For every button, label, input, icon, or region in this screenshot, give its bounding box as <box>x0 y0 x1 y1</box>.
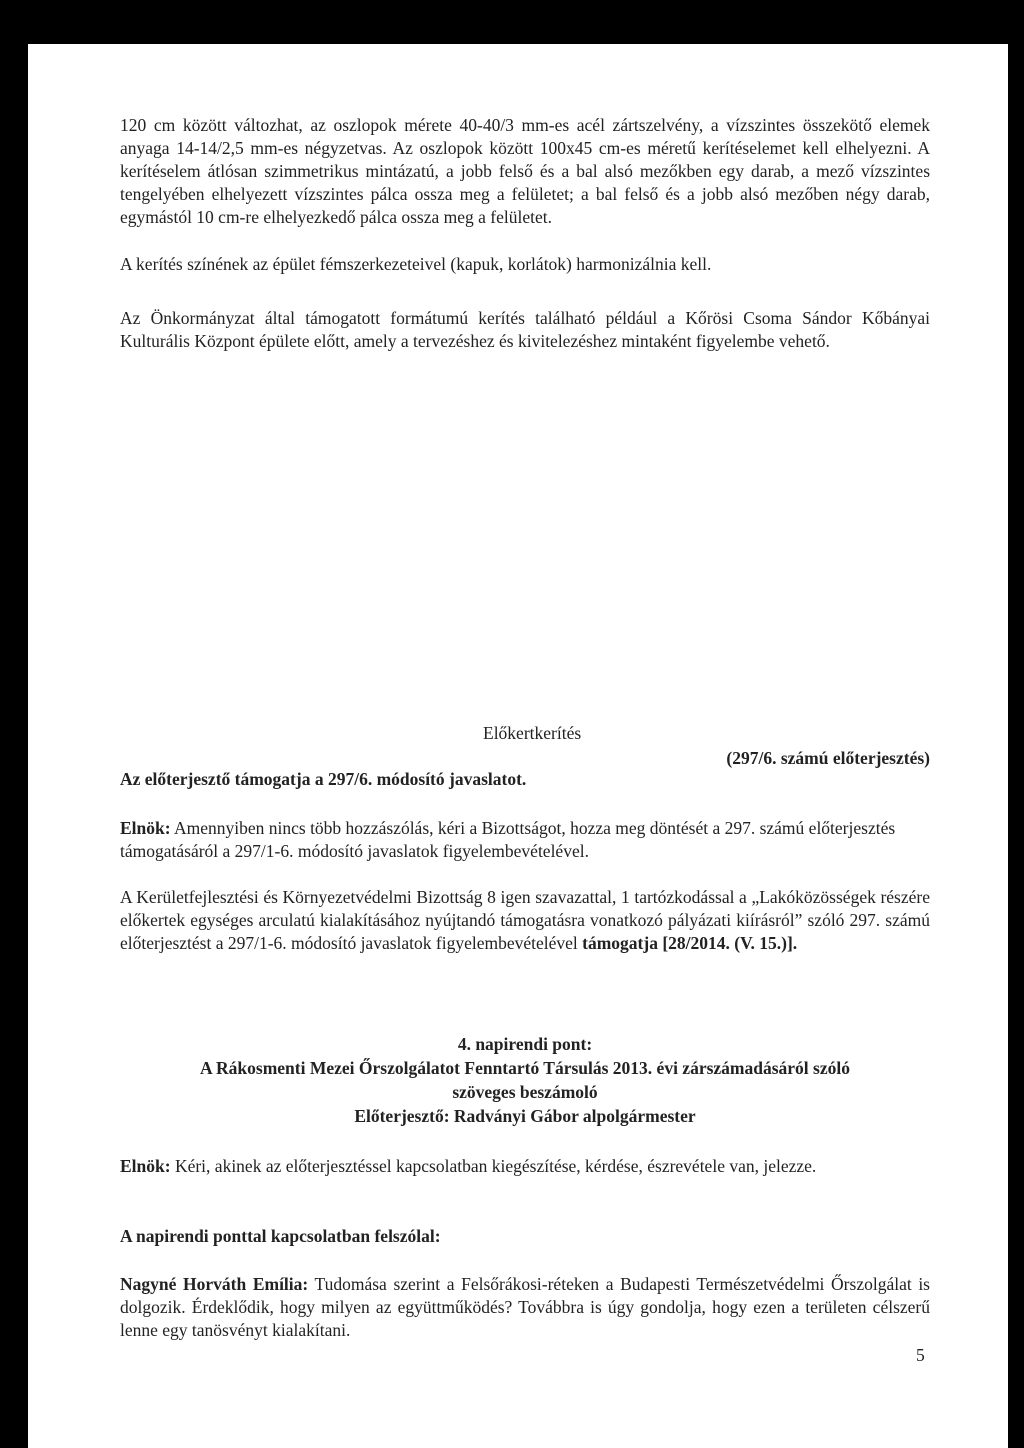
chair-label: Elnök: <box>120 1156 171 1176</box>
agenda-presenter: Előterjesztő: Radványi Gábor alpolgármester <box>354 1106 696 1126</box>
chair-statement-2 <box>120 1155 930 1178</box>
agenda-title-line-2: szöveges beszámoló <box>452 1082 598 1102</box>
support-statement: Az előterjesztő támogatja a 297/6. módosító javaslatot. <box>120 769 527 789</box>
chair-label: Elnök: <box>120 818 171 838</box>
fence-description-paragraph: 120 cm között változhat, az oszlopok mérete 40-40/3 mm-es acél zártszelvény, a vízszintes összekötő elemek anyaga 14-14/2,5 mm-es négyzetvas. Az oszlopok között 100x45 cm-es méretű kerítéselemet kell elhelyezni. A kerítéselem átlósan szimmetrikus mintázatú, a jobb felső és a bal alsó mezőkben egy darab, a mező vízszintes tengelyében elhelyezett vízszintes pálca ossza meg a felületet; a bal felső és a jobb alsó mezőben négy darab, egymástól 10 cm-re elhelyezkedő pálca ossza meg a felületet. <box>120 115 930 227</box>
decision-result: támogatja [28/2014. (V. 15.)]. <box>582 933 798 953</box>
chair-text: Amennyiben nincs több hozzászólás, kéri a Bizottságot, hozza meg döntését a 297. számú előterjesztés támogatásáról a 297/1-6. módosító javaslatok figyelembevételével. <box>120 818 896 861</box>
speaker-name: Nagyné Horváth Emília: <box>120 1274 309 1294</box>
chair-statement-1 <box>120 817 930 863</box>
speaker-statement <box>120 1273 930 1342</box>
decision-text: A Kerületfejlesztési és Környezetvédelmi Bizottság 8 igen szavazattal, 1 tartózkodással a „Lakóközösségek részére előkertek egységes arculatú kialakításához nyújtandó támogatásra vonatkozó pályázati kiírásról” szóló 297. számú előterjesztést a 297/1-6. módosító javaslatok figyelembevételével <box>120 887 930 953</box>
speakers-heading: A napirendi ponttal kapcsolatban felszólal: <box>120 1226 441 1246</box>
committee-decision <box>120 886 930 955</box>
agenda-number: 4. napirendi pont: <box>457 1034 593 1054</box>
example-fence-paragraph: Az Önkormányzat által támogatott formátumú kerítés található például a Kőrösi Csoma Sándor Kőbányai Kulturális Központ épülete előtt, amely a tervezéshez és kivitelezéshez mintaként figyelembe vehető. <box>120 308 930 351</box>
agenda-title-line-1: A Rákosmenti Mezei Őrszolgálatot Fenntartó Társulás 2013. évi zárszámadásáról szóló <box>199 1058 850 1078</box>
speaker-text: Tudomása szerint a Felsőrákosi-réteken a Budapesti Természetvédelmi Őrszolgálat is dolgozik. Érdeklődik, hogy milyen az együttműködés? Továbbra is úgy gondolja, hogy ezen a területen célszerű lenne egy tanösvényt kialakítani. <box>120 1274 930 1340</box>
proposal-reference: (297/6. számú előterjesztés) <box>726 748 930 768</box>
figure-caption: Előkertkerítés <box>483 723 582 743</box>
chair-text: Kéri, akinek az előterjesztéssel kapcsolatban kiegészítése, kérdése, észrevétele van, jelezze. <box>170 1156 817 1176</box>
page-number: 5 <box>916 1345 925 1365</box>
fence-color-sentence: A kerítés színének az épület fémszerkezeteivel (kapuk, korlátok) harmonizálnia kell. <box>120 254 712 274</box>
